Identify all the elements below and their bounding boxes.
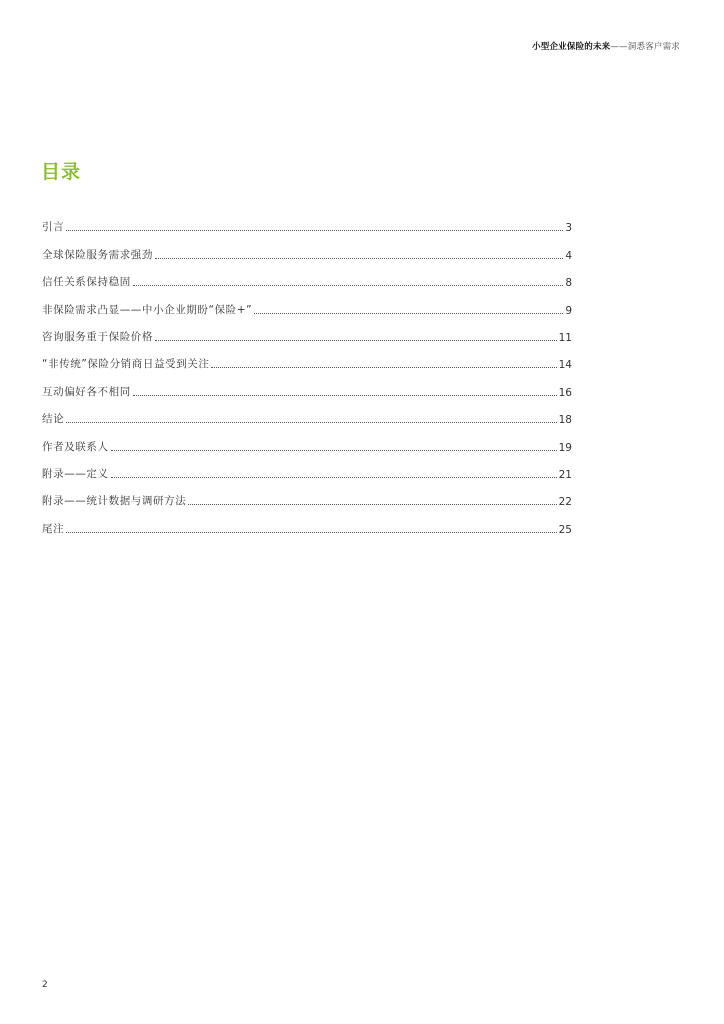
- dot-leader: [133, 285, 564, 286]
- toc-entry-endnotes[interactable]: [42, 508, 572, 535]
- toc-entry-non-insurance-needs[interactable]: [42, 289, 572, 316]
- dot-leader: [66, 422, 556, 423]
- toc-entry-page: 11: [558, 331, 572, 344]
- dot-leader: [155, 340, 557, 341]
- page-number: 2: [42, 980, 48, 990]
- toc-entry-page: 16: [558, 386, 572, 399]
- dot-leader: [111, 477, 557, 478]
- toc-entry-conclusion[interactable]: [42, 399, 572, 426]
- toc-entry-trust[interactable]: [42, 262, 572, 289]
- table-of-contents: [42, 207, 572, 536]
- dot-leader: [155, 258, 563, 259]
- toc-title: 目录: [41, 161, 82, 183]
- toc-entry-advisory-over-price[interactable]: [42, 317, 572, 344]
- toc-entry-label: 尾注: [42, 522, 65, 535]
- toc-entry-page: 25: [558, 523, 572, 536]
- toc-entry-page: 22: [558, 496, 572, 509]
- toc-entry-page: 9: [565, 304, 572, 317]
- dot-leader: [133, 395, 557, 396]
- dot-leader: [66, 230, 563, 231]
- toc-entry-label: 非保险需求凸显——中小企业期盼“保险+”: [42, 303, 253, 316]
- toc-entry-non-traditional-distributors[interactable]: [42, 344, 572, 371]
- toc-entry-page: 4: [565, 249, 572, 262]
- dot-leader: [254, 313, 563, 314]
- toc-entry-label: 附录——定义: [42, 467, 109, 480]
- toc-entry-page: 3: [565, 222, 572, 235]
- dot-leader: [188, 504, 556, 505]
- toc-entry-label: “非传统”保险分销商日益受到关注: [42, 358, 210, 371]
- toc-entry-label: 咨询服务重于保险价格: [42, 330, 153, 343]
- toc-entry-introduction[interactable]: [42, 207, 572, 234]
- dot-leader: [111, 450, 557, 451]
- toc-entry-page: 21: [558, 468, 572, 481]
- toc-entry-page: 19: [558, 441, 572, 454]
- toc-entry-appendix-methodology[interactable]: [42, 481, 572, 508]
- dot-leader: [66, 532, 556, 533]
- toc-entry-label: 信任关系保持稳固: [42, 276, 131, 289]
- toc-entry-label: 附录——统计数据与调研方法: [42, 495, 187, 508]
- toc-entry-label: 结论: [42, 413, 65, 426]
- toc-entry-label: 互动偏好各不相同: [42, 385, 131, 398]
- toc-entry-label: 引言: [42, 221, 65, 234]
- toc-entry-label: 全球保险服务需求强劲: [42, 248, 153, 261]
- toc-entry-interaction-preferences[interactable]: [42, 371, 572, 398]
- dot-leader: [211, 367, 556, 368]
- toc-entry-page: 14: [558, 359, 572, 372]
- header-title-bold: 小型企业保险的未来: [532, 42, 611, 52]
- running-header: [532, 40, 680, 52]
- toc-entry-label: 作者及联系人: [42, 440, 109, 453]
- toc-entry-authors-contacts[interactable]: [42, 426, 572, 453]
- header-title-rest: ——洞悉客户需求: [610, 42, 680, 52]
- toc-entry-global-demand[interactable]: [42, 234, 572, 261]
- toc-entry-page: 8: [565, 277, 572, 290]
- toc-entry-appendix-definitions[interactable]: [42, 454, 572, 481]
- toc-entry-page: 18: [558, 414, 572, 427]
